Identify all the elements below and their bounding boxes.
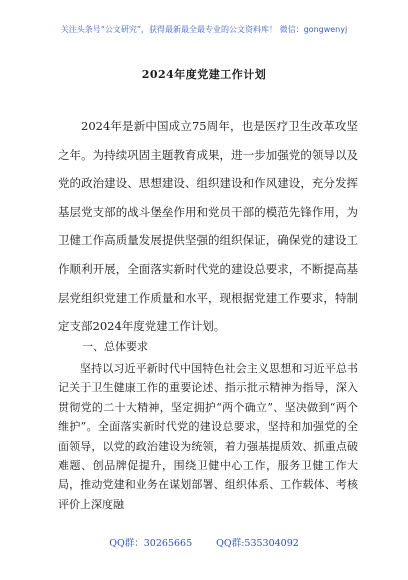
footer-qq-group-1: QQ群：30265665: [109, 538, 193, 549]
section-paragraph: 坚持以习近平新时代中国特色社会主义思想和习近平总书记关于卫生健康工作的重要论述、指示批示精神为指导，深入贯彻党的二十大精神，坚定拥护“两个确立”、坚决做到“两个维护”。全面落实新时代党的建设总要求，坚持和加强党的全面领导，以党的政治建设为统领，着力强基提质效、抓重点破难题、创品牌促提升，围绕卫健中心工作，服务卫健工作大局，推动党建和业务在谋划部署、组织体系、工作载体、考核评价上深度融: [58, 362, 358, 511]
intro-paragraph: 2024年是新中国成立75周年，也是医疗卫生改革攻坚之年。为持续巩固主题教育成果，进一步加强党的领导以及党的政治建设、思想建设、组织建设和作风建设，充分发挥基层党支部的战斗堡垒作用和党员干部的模范先锋作用，为卫健工作高质量发展提供坚强的组织保证，确保党的建设工作顺利开展，全面落实新时代党的建设总要求，不断提高基层党组织党建工作质量和水平，现根据党建工作要求，特制定支部2024年度党建工作计划。: [58, 119, 358, 334]
header-promo-note: 关注头条号“公文研究”，获得最新最全最专业的公文资料库！ 微信：gongwenyj: [60, 25, 348, 34]
document-title: 2024年度党建工作计划: [141, 68, 267, 81]
footer-qq-group-2: QQ群:535304092: [216, 538, 299, 549]
footer-contacts: [0, 535, 408, 549]
section-heading-general-requirements: 一、总体要求: [82, 340, 148, 353]
